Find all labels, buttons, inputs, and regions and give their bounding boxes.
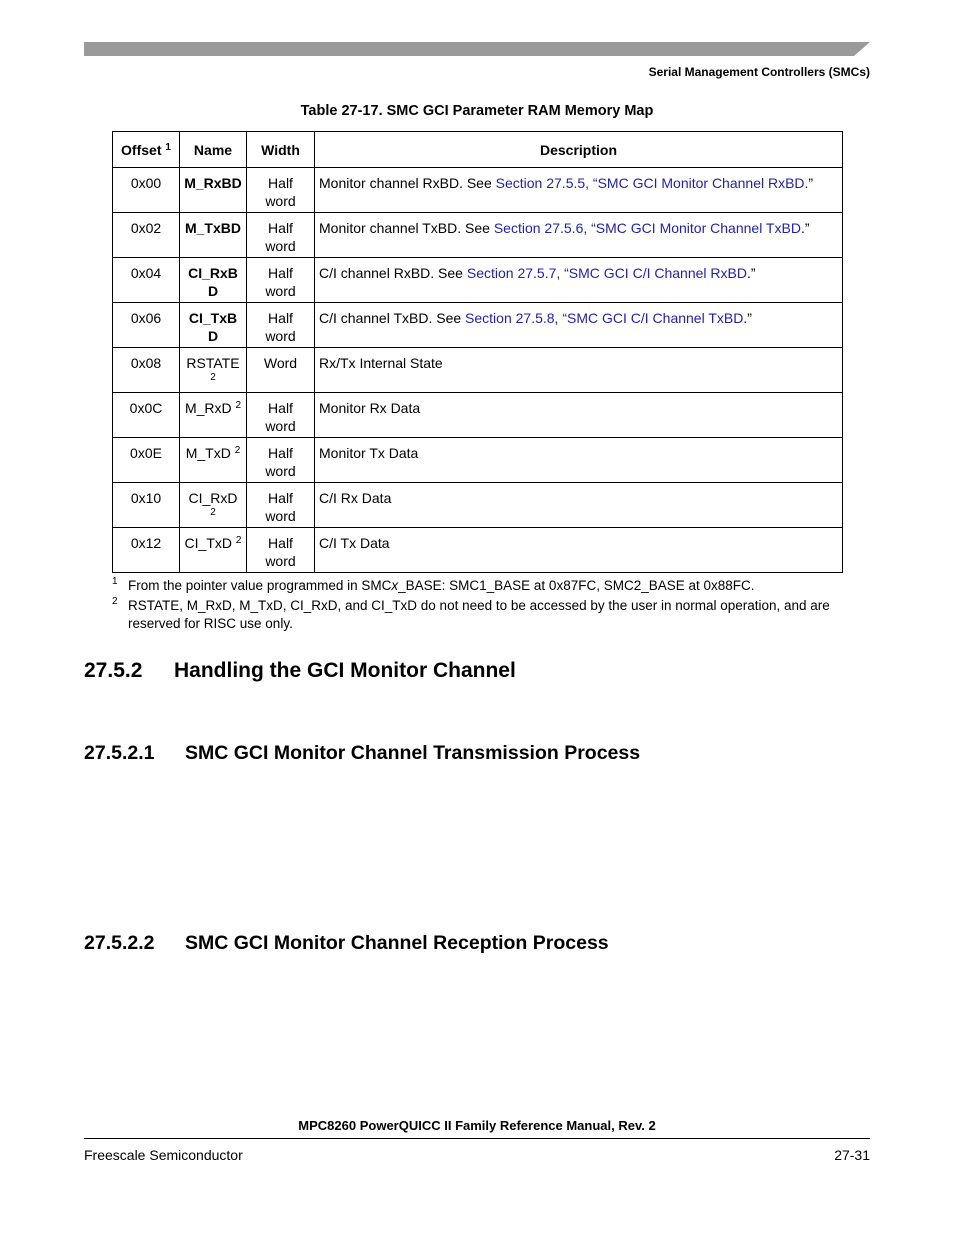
footer-divider (84, 1138, 870, 1139)
header-bar (84, 42, 870, 56)
width-cell: Half word (247, 483, 315, 528)
table-row (113, 348, 843, 393)
description-cell: Rx/Tx Internal State (315, 348, 843, 393)
page-number: 27-31 (834, 1147, 870, 1163)
footnote-number: 1 (112, 576, 118, 587)
table-header-row (113, 132, 843, 168)
table-row (113, 168, 843, 213)
description-cell: Monitor channel TxBD. See Section 27.5.6, “SMC GCI Monitor Channel TxBD.” (315, 213, 843, 258)
width-cell: Half word (247, 258, 315, 303)
section-link[interactable]: Section 27.5.5, “SMC GCI Monitor Channel RxBD (495, 175, 805, 191)
column-header-width: Width (247, 132, 315, 168)
width-cell: Half word (247, 213, 315, 258)
footer-company: Freescale Semiconductor (84, 1147, 243, 1163)
table-row (113, 438, 843, 483)
table-row (113, 393, 843, 438)
section-link[interactable]: Section 27.5.6, “SMC GCI Monitor Channel TxBD (493, 220, 801, 236)
section-heading: 27.5.2 Handling the GCI Monitor Channel (84, 659, 516, 682)
footnote-number: 2 (112, 596, 118, 607)
offset-cell: 0x04 (113, 258, 180, 303)
table-row (113, 258, 843, 303)
width-cell: Word (247, 348, 315, 393)
description-cell: C/I channel RxBD. See Section 27.5.7, “SMC GCI C/I Channel RxBD.” (315, 258, 843, 303)
table-caption: Table 27-17. SMC GCI Parameter RAM Memory Map (300, 103, 654, 119)
subsection-heading: 27.5.2.2 SMC GCI Monitor Channel Reception Process (84, 932, 609, 954)
name-cell: M_RxBD (180, 168, 247, 213)
offset-cell: 0x0C (113, 393, 180, 438)
description-cell: C/I Tx Data (315, 528, 843, 573)
offset-cell: 0x0E (113, 438, 180, 483)
name-cell: CI_TxD $^2$ (180, 528, 247, 573)
width-cell: Half word (247, 168, 315, 213)
running-header: Serial Management Controllers (SMCs) (648, 65, 870, 79)
table-row (113, 528, 843, 573)
column-header-offset: Offset $^1$ (113, 132, 180, 168)
table-row (113, 483, 843, 528)
footnote-ref: 2 (234, 445, 241, 456)
width-cell: Half word (247, 393, 315, 438)
description-cell: C/I Rx Data (315, 483, 843, 528)
name-cell: M_TxD $^2$ (180, 438, 247, 483)
description-cell: Monitor Rx Data (315, 393, 843, 438)
width-cell: Half word (247, 528, 315, 573)
footer-manual-title: MPC8260 PowerQUICC II Family Reference Manual, Rev. 2 (298, 1118, 656, 1133)
name-cell: M_RxD $^2$ (180, 393, 247, 438)
description-cell: C/I channel TxBD. See Section 27.5.8, “SMC GCI C/I Channel TxBD.” (315, 303, 843, 348)
offset-cell: 0x02 (113, 213, 180, 258)
name-cell: CI_RxB D (180, 258, 247, 303)
section-link[interactable]: Section 27.5.7, “SMC GCI C/I Channel RxBD (466, 265, 747, 281)
offset-cell: 0x10 (113, 483, 180, 528)
name-cell: CI_TxB D (180, 303, 247, 348)
offset-cell: 0x08 (113, 348, 180, 393)
offset-cell: 0x00 (113, 168, 180, 213)
column-header-name: Name (180, 132, 247, 168)
subsection-heading: 27.5.2.1 SMC GCI Monitor Channel Transmission Process (84, 742, 641, 764)
width-cell: Half word (247, 303, 315, 348)
offset-cell: 0x12 (113, 528, 180, 573)
column-header-description: Description (315, 132, 843, 168)
table-row (113, 303, 843, 348)
footnote-ref: 2 (235, 400, 242, 411)
footnote-ref: 2 (210, 506, 216, 518)
name-cell: M_TxBD (180, 213, 247, 258)
name-cell: CI_RxD 2 (180, 483, 247, 528)
offset-cell: 0x06 (113, 303, 180, 348)
section-link[interactable]: Section 27.5.8, “SMC GCI C/I Channel TxBD (465, 310, 744, 326)
name-cell: RSTATE 2 (180, 348, 247, 393)
footnote-ref: 1 (165, 141, 171, 153)
footnote-ref: 2 (235, 535, 242, 546)
description-cell: Monitor channel RxBD. See Section 27.5.5, “SMC GCI Monitor Channel RxBD.” (315, 168, 843, 213)
description-cell: Monitor Tx Data (315, 438, 843, 483)
footnote-ref: 2 (210, 371, 216, 383)
width-cell: Half word (247, 438, 315, 483)
parameter-ram-table (112, 131, 843, 573)
table-row (113, 213, 843, 258)
